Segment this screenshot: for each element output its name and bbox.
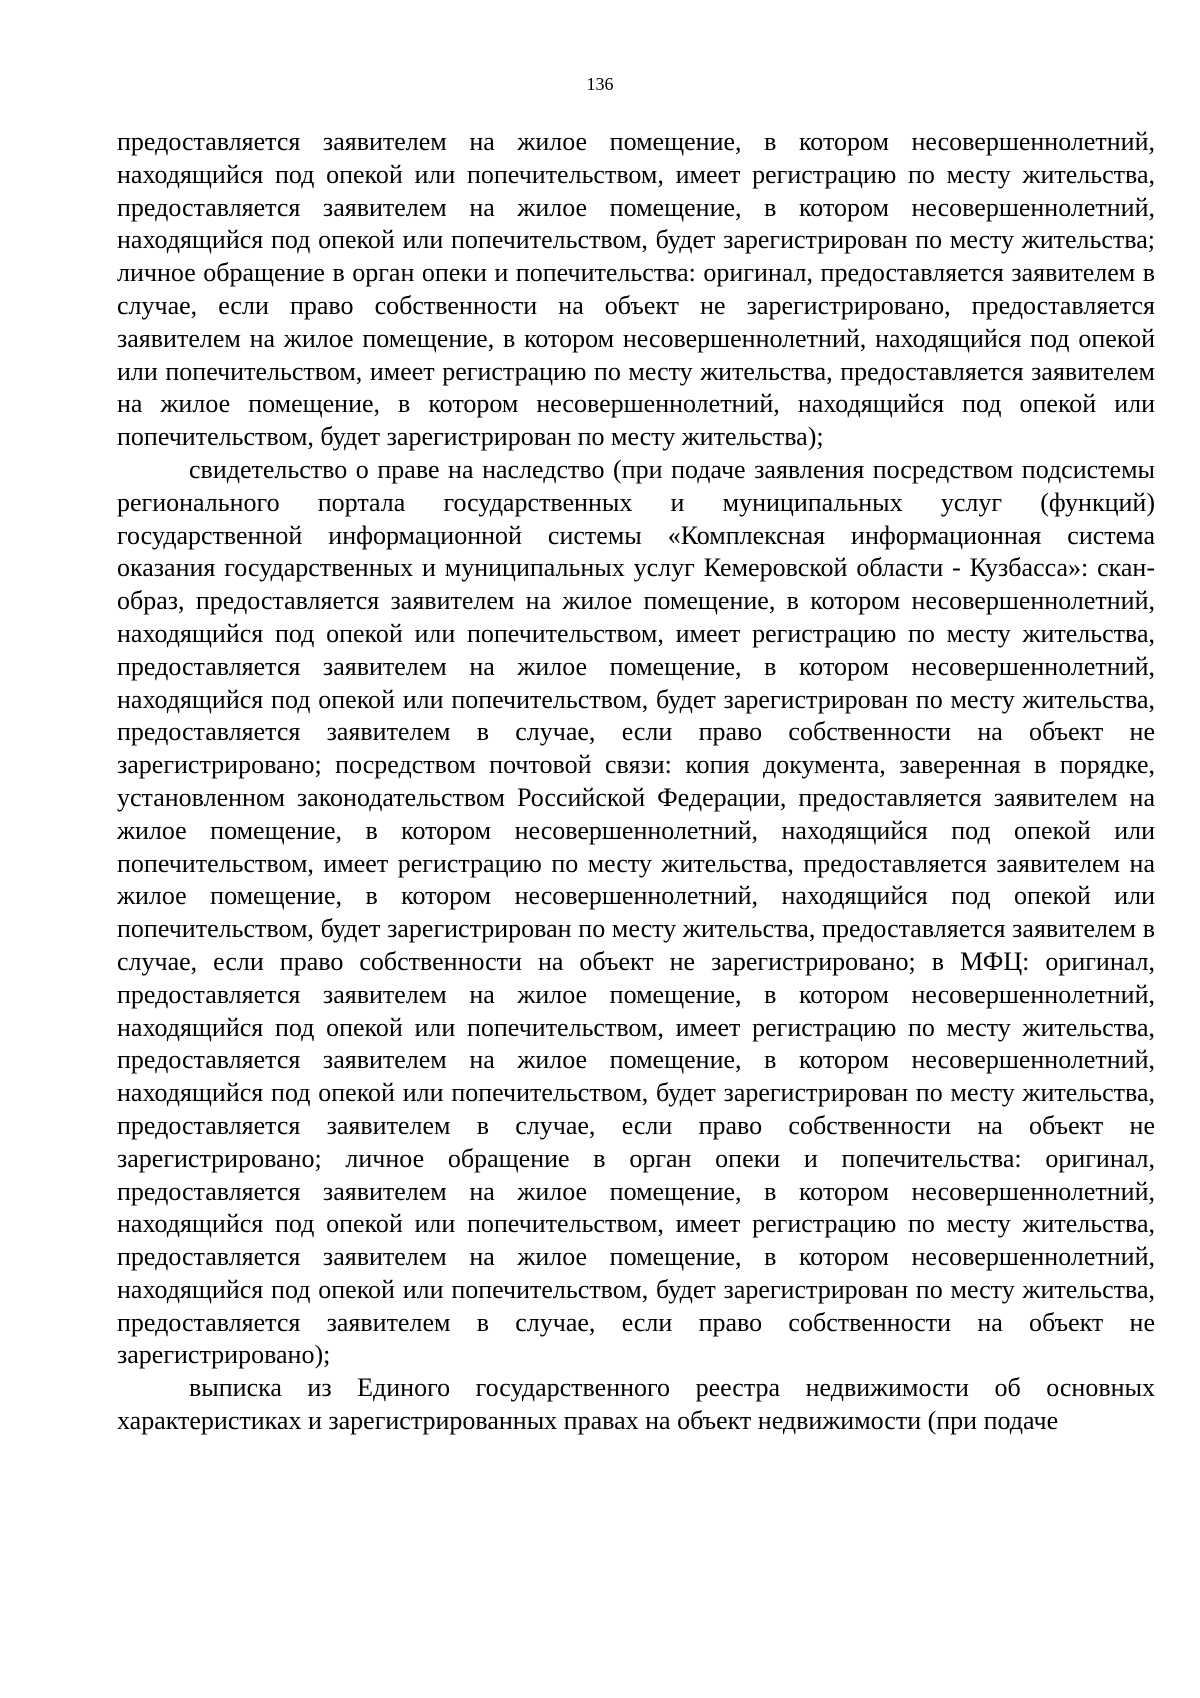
paragraph-continuation: предоставляется заявителем на жилое помещение, в котором несовершеннолетний, находящийся под опекой или попечительством, имеет регистрацию по месту жительства, предоставляется заявителем на жилое помещение, в котором несовершеннолетний, находящийся под опекой или попечительством, будет зарегистрирован по месту жительства; личное обращение в орган опеки и попечительства: оригинал, предоставляется заявителем в случае, если право собственности на объект не зарегистрировано, предоставляется заявителем на жилое помещение, в котором несовершеннолетний, находящийся под опекой или попечительством, имеет регистрацию по месту жительства, предоставляется заявителем на жилое помещение, в котором несовершеннолетний, находящийся под опекой или попечительством, будет зарегистрирован по месту жительства); (117, 127, 1155, 452)
paragraph-inheritance-certificate: свидетельство о праве на наследство (при подаче заявления посредством подсистемы регионального портала государственных и муниципальных услуг (функций) государственной информационной системы «Комплексная информационная система оказания государственных и муниципальных услуг Кемеровской области - Кузбасса»: скан-образ, предоставляется заявителем на жилое помещение, в котором несовершеннолетний, находящийся под опекой или попечительством, имеет регистрацию по месту жительства, предоставляется заявителем на жилое помещение, в котором несовершеннолетний, находящийся под опекой или попечительством, будет зарегистрирован по месту жительства, предоставляется заявителем в случае, если право собственности на объект не зарегистрировано; посредством почтовой связи: копия документа, заверенная в порядке, установленном законодательством Российской Федерации, предоставляется заявителем на жилое помещение, в котором несовершеннолетний, находящийся под опекой или попечительством, имеет регистрацию по месту жительства, предоставляется заявителем на жилое помещение, в котором несовершеннолетний, находящийся под опекой или попечительством, будет зарегистрирован по месту жительства, предоставляется заявителем в случае, если право собственности на объект не зарегистрировано; в МФЦ: оригинал, предоставляется заявителем на жилое помещение, в котором несовершеннолетний, находящийся под опекой или попечительством, имеет регистрацию по месту жительства, предоставляется заявителем на жилое помещение, в котором несовершеннолетний, находящийся под опекой или попечительством, будет зарегистрирован по месту жительства, предоставляется заявителем в случае, если право собственности на объект не зарегистрировано; личное обращение в орган опеки и попечительства: оригинал, предоставляется заявителем на жилое помещение, в котором несовершеннолетний, находящийся под опекой или попечительством, имеет регистрацию по месту жительства, предоставляется заявителем на жилое помещение, в котором несовершеннолетний, находящийся под опекой или попечительством, будет зарегистрирован по месту жительства, предоставляется заявителем в случае, если право собственности на объект не зарегистрировано); (117, 454, 1155, 1370)
document-body (117, 126, 1155, 1438)
page-number: 136 (586, 74, 614, 94)
paragraph-egrn-extract: выписка из Единого государственного реестра недвижимости об основных характеристиках и зарегистрированных правах на объект недвижимости (при подаче (117, 1373, 1155, 1436)
